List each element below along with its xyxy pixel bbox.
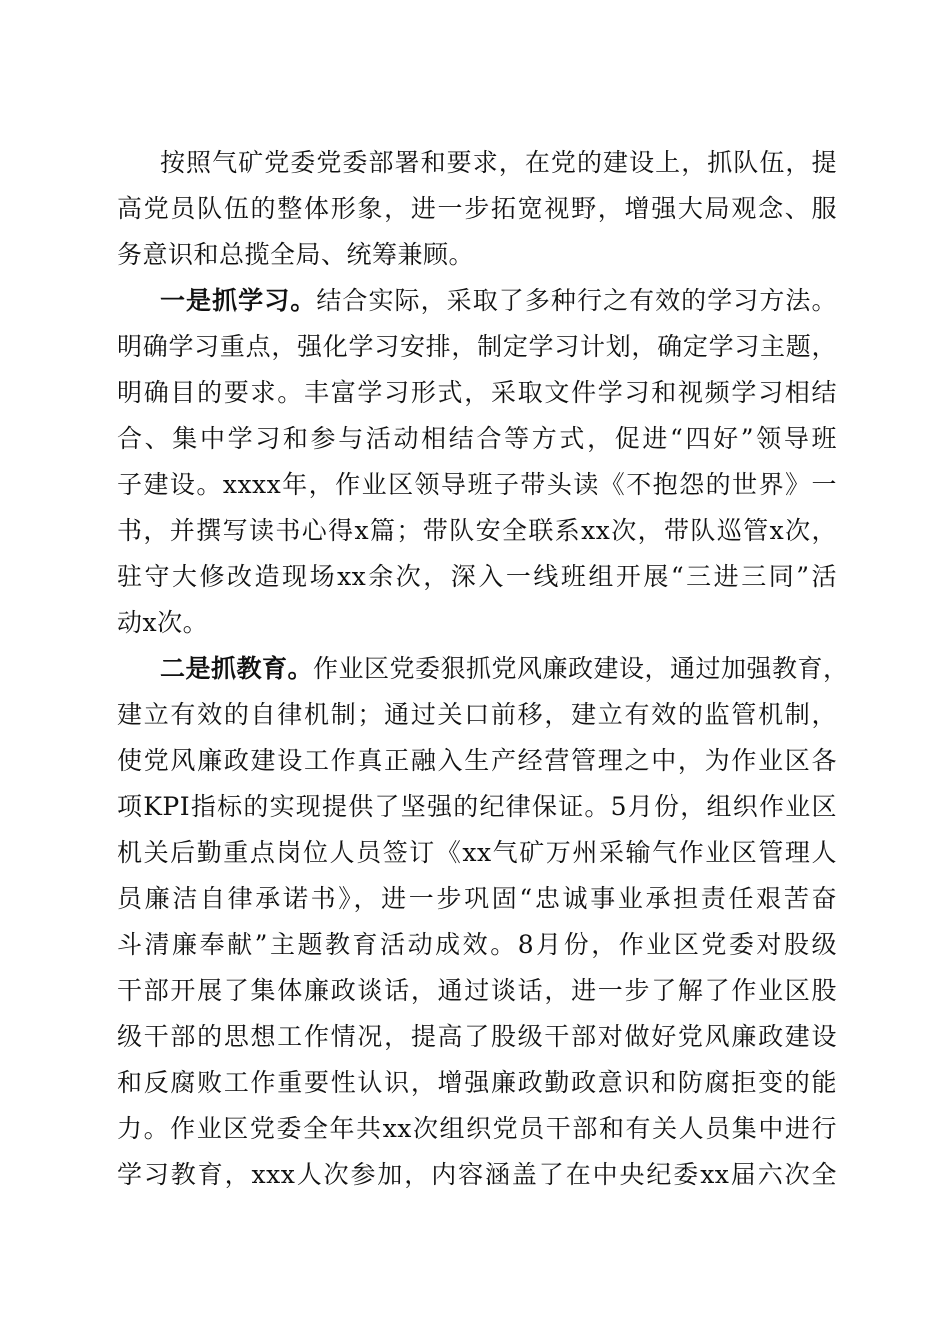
paragraph-3-line-5: 机关后勤重点岗位人员签订《xx气矿万州采输气作业区管理人: [117, 838, 837, 867]
paragraph-3-line-9: 级干部的思想工作情况，提高了股级干部对做好党风廉政建设: [117, 1022, 837, 1051]
paragraph-2-line-2: 明确学习重点，强化学习安排，制定学习计划，确定学习主题，: [117, 332, 837, 361]
paragraph-2-line-6: 书，并撰写读书心得x篇；带队安全联系xx次，带队巡管x次，: [117, 516, 837, 545]
paragraph-3-line-6: 员廉洁自律承诺书》，进一步巩固“忠诚事业承担责任艰苦奋: [117, 884, 837, 913]
paragraph-2-line-5: 子建设。xxxx年，作业区领导班子带头读《不抱怨的世界》一: [117, 470, 837, 499]
paragraph-3-line-12: 学习教育，xxx人次参加，内容涵盖了在中央纪委xx届六次全: [117, 1160, 837, 1189]
paragraph-3-line-7: 斗清廉奉献”主题教育活动成效。8月份，作业区党委对股级: [117, 930, 837, 959]
paragraph-2-line-4: 合、集中学习和参与活动相结合等方式，促进“四好”领导班: [117, 424, 837, 453]
paragraph-1-line-2: 高党员队伍的整体形象，进一步拓宽视野，增强大局观念、服: [117, 194, 837, 223]
paragraph-2-line-1: [160, 285, 837, 317]
paragraph-3-line-8: 干部开展了集体廉政谈话，通过谈话，进一步了解了作业区股: [117, 976, 837, 1005]
paragraph-1-line-3: 务意识和总揽全局、统筹兼顾。: [117, 240, 475, 269]
paragraph-3-line-3: 使党风廉政建设工作真正融入生产经营管理之中，为作业区各: [117, 746, 837, 775]
paragraph-3-first-rest: 作业区党委狠抓党风廉政建设，通过加强教育，: [313, 654, 849, 683]
paragraph-3-lead: 二是抓教育。: [160, 654, 314, 683]
paragraph-3-line-10: 和反腐败工作重要性认识，增强廉政勤政意识和防腐拒变的能: [117, 1068, 837, 1097]
paragraph-3-line-1: [160, 653, 849, 685]
paragraph-2-line-7: 驻守大修改造现场xx余次，深入一线班组开展“三进三同”活: [117, 562, 837, 591]
paragraph-3-line-4: 项KPI指标的实现提供了坚强的纪律保证。5月份，组织作业区: [117, 792, 837, 821]
paragraph-2-line-3: 明确目的要求。丰富学习形式，采取文件学习和视频学习相结: [117, 378, 837, 407]
paragraph-2-line-8: 动x次。: [117, 608, 209, 637]
paragraph-3-line-2: 建立有效的自律机制；通过关口前移，建立有效的监管机制，: [117, 700, 837, 729]
paragraph-3-line-11: 力。作业区党委全年共xx次组织党员干部和有关人员集中进行: [117, 1114, 837, 1143]
paragraph-1-line-1: 按照气矿党委党委部署和要求，在党的建设上，抓队伍，提: [160, 148, 837, 177]
paragraph-2-first-rest: 结合实际，采取了多种行之有效的学习方法。: [316, 286, 837, 315]
paragraph-2-lead: 一是抓学习。: [160, 286, 317, 315]
